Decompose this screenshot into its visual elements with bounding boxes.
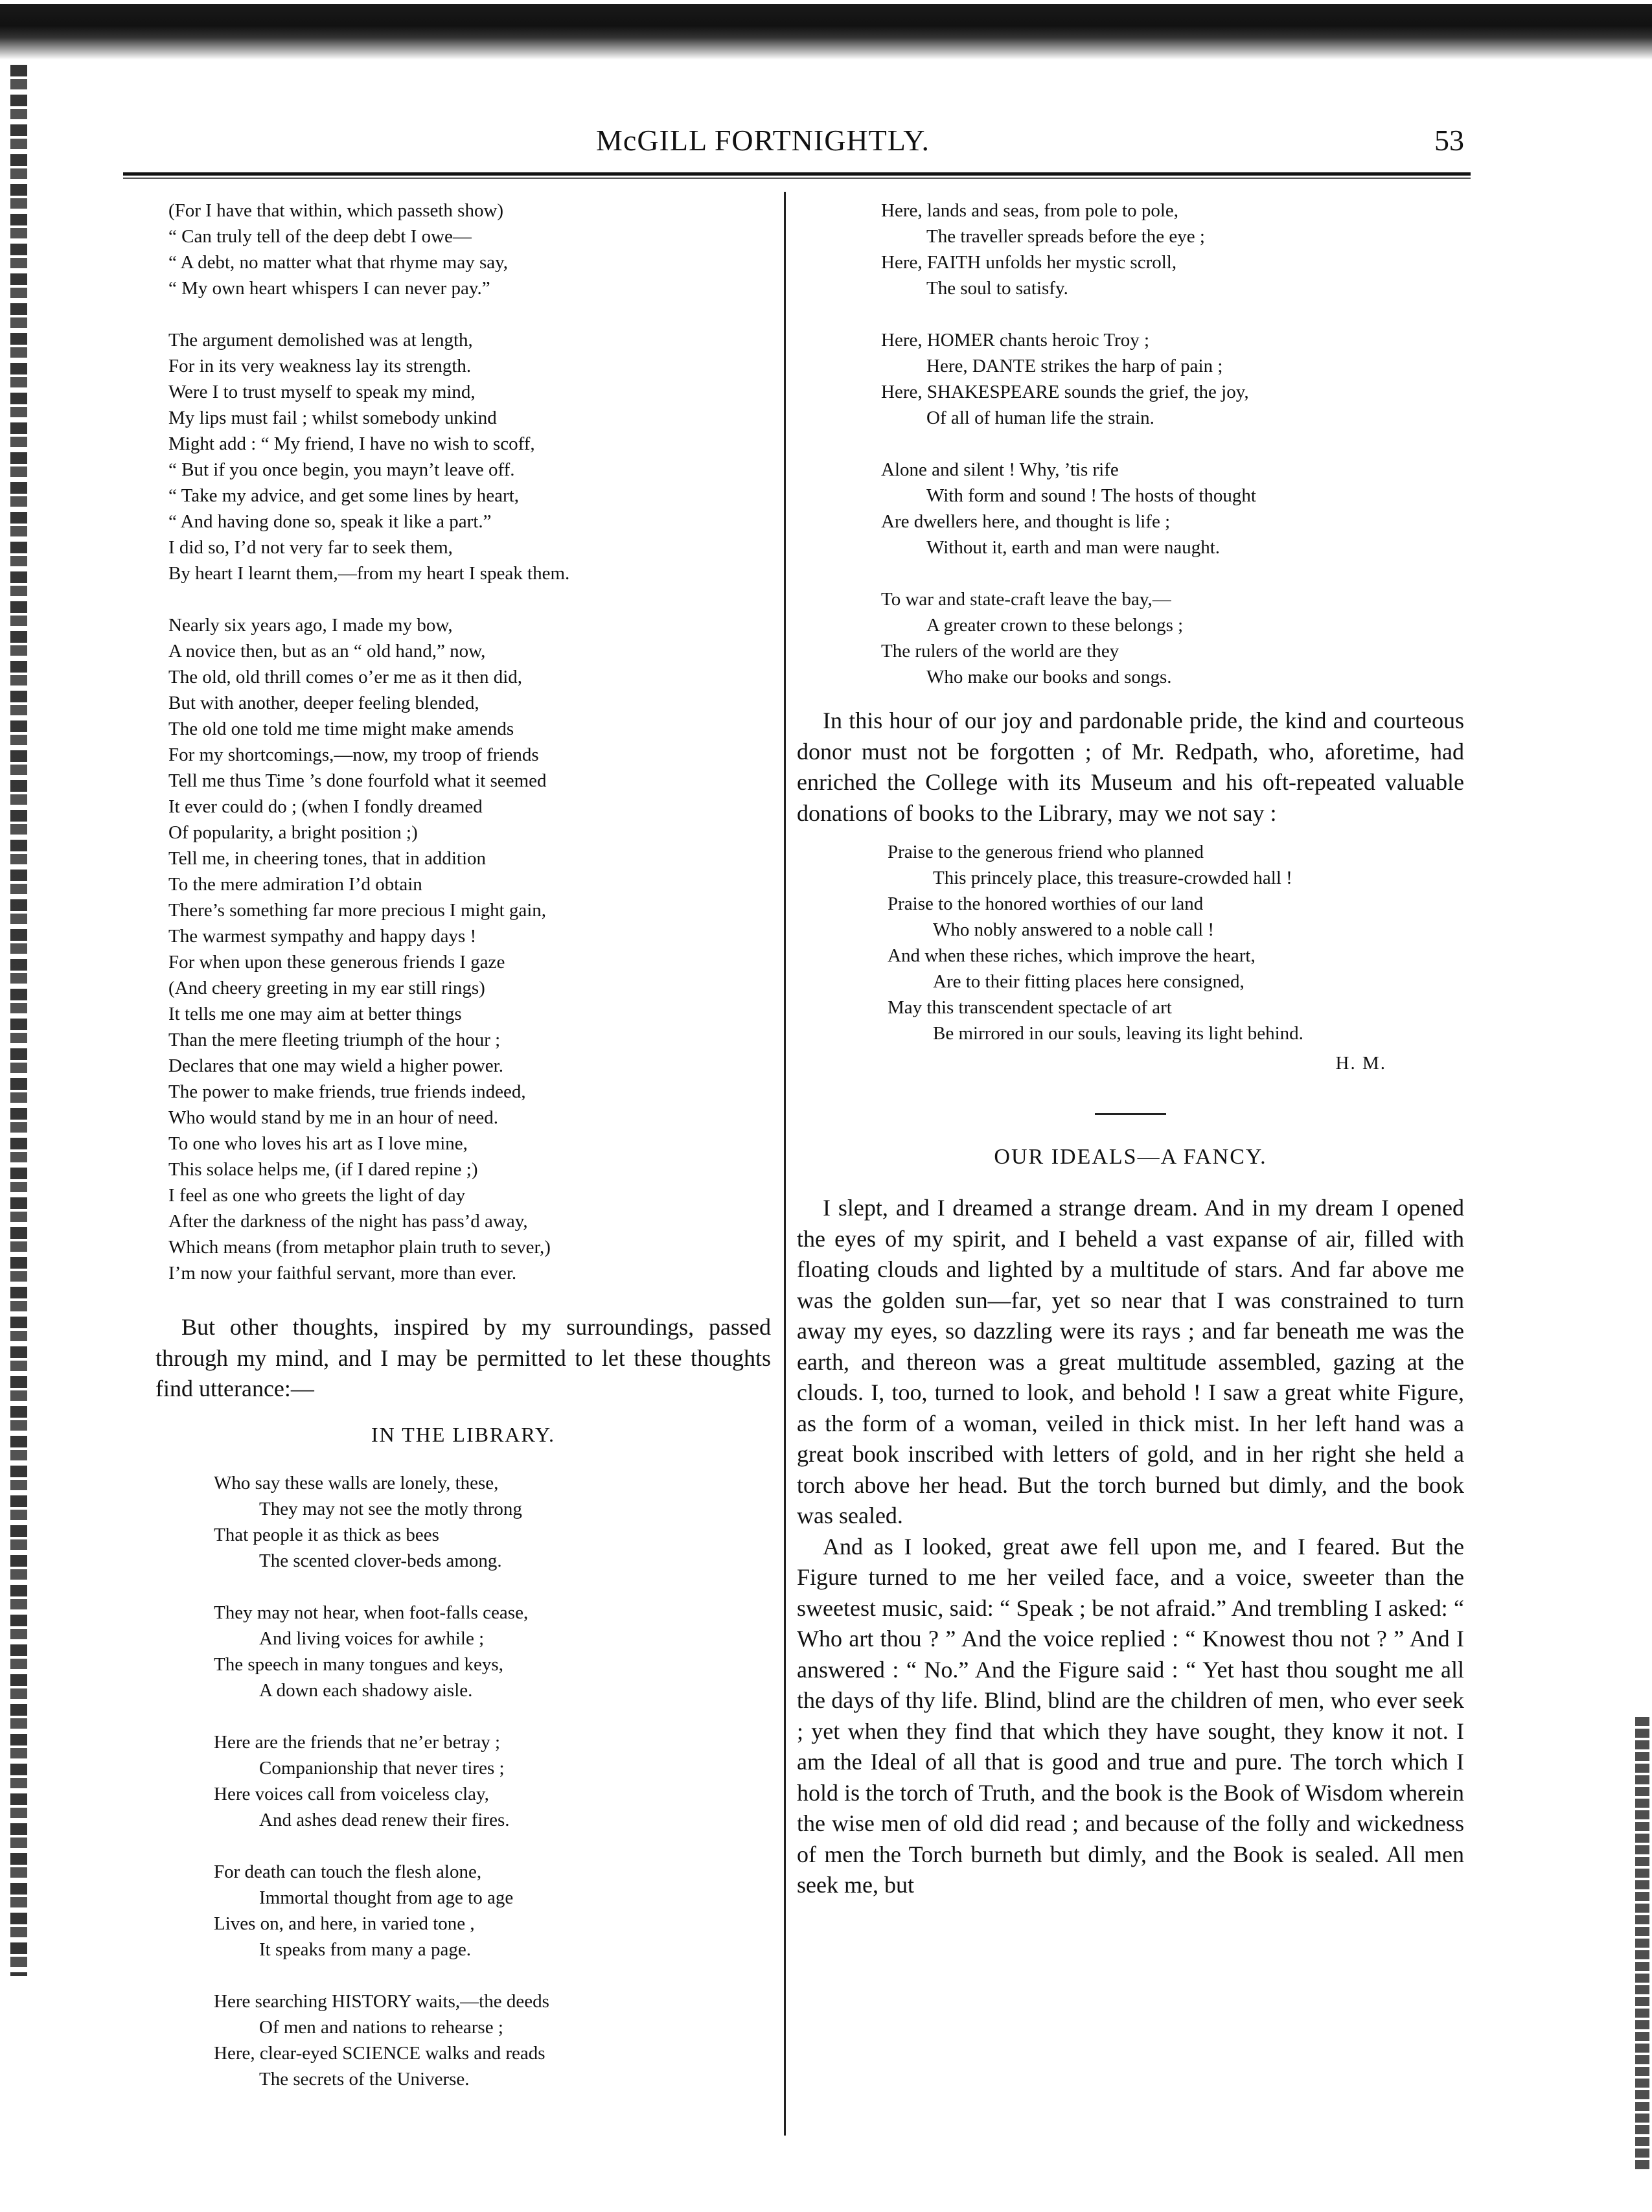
verse-line: Tell me thus Time ’s done fourfold what it seemed [168,770,547,791]
prose-paragraph: But other thoughts, inspired by my surroundings, passed through my mind, and I may be permitted to let these thoughts find utterance:— [155,1314,771,1401]
verse-line: That people it as thick as bees [214,1524,439,1545]
library-stanza-5 [155,1988,771,2092]
verse-line: Who would stand by me in an hour of need. [168,1107,499,1128]
header-rule-thin [123,178,1471,179]
verse-line: Of men and nations to rehearse ; [259,2016,503,2038]
verse-line: With form and sound ! The hosts of thought [926,485,1256,506]
verse-line: The rulers of the world are they [881,641,1119,662]
verse-line: Companionship that never tires ; [259,1757,505,1779]
scan-right-edge [1635,1717,1649,2171]
verse-line: Here, clear-eyed SCIENCE walks and reads [214,2042,545,2064]
library-stanza-2 [155,1600,771,1703]
prose-paragraph: In this hour of our joy and pardonable pride, the kind and courteous donor must not be forgotten ; of Mr. Redpath, who, aforetime, had enriched the College with its Museum and his oft-repeated valuable donations of books to the Library, may we not say : [797,708,1464,826]
verse-line: The old, old thrill comes o’er me as it then did, [168,667,523,687]
verse-line: Here are the friends that ne’er betray ; [214,1731,501,1753]
scan-top-border [0,0,1652,60]
verse-line: Which means (from metaphor plain truth to sever,) [168,1237,551,1258]
verse-line: The scented clover-beds among. [259,1550,502,1571]
verse-line: Than the mere fleeting triumph of the hour ; [168,1030,501,1050]
verse-line: For my shortcomings,—now, my troop of friends [168,744,539,765]
right-column [797,198,1464,1901]
verse-line: Are dwellers here, and thought is life ; [881,511,1171,532]
verse-line: Nearly six years ago, I made my bow, [168,615,453,636]
verse-line: Of popularity, a bright position ;) [168,822,418,843]
page-header [155,123,1464,168]
verse-line: This solace helps me, (if I dared repine ;) [168,1159,478,1180]
verse-line: And when these riches, which improve the heart, [888,945,1256,966]
verse-line: Here, HOMER chants heroic Troy ; [881,330,1150,351]
verse-line: I feel as one who greets the light of day [168,1185,466,1206]
verse-line: They may not hear, when foot-falls cease, [214,1602,529,1623]
verse-line: To the mere admiration I’d obtain [168,874,422,895]
praise-stanza [797,839,1464,1046]
poem-title: IN THE LIBRARY. [371,1422,555,1446]
verse-line: Were I to trust myself to speak my mind, [168,382,476,402]
verse-line: “ Can truly tell of the deep debt I owe— [168,226,472,247]
verse-line: Might add : “ My friend, I have no wish to scoff, [168,433,535,454]
verse-line: For when upon these generous friends I gaze [168,952,505,973]
verse-line: Without it, earth and man were naught. [926,537,1221,558]
verse-line: Lives on, and here, in varied tone , [214,1913,475,1934]
verse-line: Who say these walls are lonely, these, [214,1472,499,1493]
verse-line: Be mirrored in our souls, leaving its light behind. [933,1023,1303,1044]
verse-line: The speech in many tongues and keys, [214,1653,503,1675]
verse-line: Immortal thought from age to age [259,1887,514,1908]
verse-line: Who make our books and songs. [926,667,1172,687]
library-stanza-3 [155,1729,771,1833]
verse-line: May this transcendent spectacle of art [888,997,1172,1018]
verse-line: “ And having done so, speak it like a part.” [168,511,492,532]
left-column [155,198,771,2118]
verse-line: But with another, deeper feeling blended, [168,693,479,713]
verse-line: The argument demolished was at length, [168,330,473,351]
prose-paragraph: I slept, and I dreamed a strange dream. And in my dream I opened the eyes of my spirit, and I beheld a vast expanse of air, filled with floating clouds and lighted by a multitude of stars. And far above me was the golden sun—far, yet so near that I was constrained to turn away my eyes, so dazzling were its rays ; and far beneath me was the earth, and thereon was a great multitude assembled, gazing at the clouds. I, too, turned to look, and behold ! I saw a great white Figure, as the form of a woman, veiled in thick mist. In her left hand was a great book inscribed with letters of gold, and in her right she held a torch above her head. But the torch burned but dimly, and the book was sealed. [797,1195,1464,1528]
author-signature: H. M. [1335,1053,1386,1074]
verse-line: This princely place, this treasure-crowded hall ! [933,868,1292,888]
verse-line: I did so, I’d not very far to seek them, [168,537,453,558]
verse-line: (And cheery greeting in my ear still rings) [168,978,485,998]
verse-line: A greater crown to these belongs ; [926,615,1184,636]
verse-line: Here, lands and seas, from pole to pole, [881,200,1179,221]
verse-line: The traveller spreads before the eye ; [926,226,1205,247]
library-stanza-1 [155,1470,771,1574]
section-divider [1095,1113,1166,1115]
verse-line: To war and state-craft leave the bay,— [881,589,1171,610]
verse-line: And living voices for awhile ; [259,1628,485,1649]
library-stanza-6 [797,198,1464,301]
verse-line: It speaks from many a page. [259,1939,471,1960]
column-divider [784,192,786,2136]
verse-line: The old one told me time might make amends [168,719,514,739]
verse-line: Praise to the generous friend who planned [888,842,1204,862]
verse-line: And ashes dead renew their fires. [259,1809,510,1830]
verse-line: A down each shadowy aisle. [259,1679,473,1701]
verse-line: A novice then, but as an “ old hand,” now, [168,641,486,662]
verse-line: The warmest sympathy and happy days ! [168,926,477,947]
verse-line: For in its very weakness lay its strength. [168,356,472,376]
verse-line: “ Take my advice, and get some lines by heart, [168,485,520,506]
verse-line: “ A debt, no matter what that rhyme may say, [168,252,509,273]
verse-line: Praise to the honored worthies of our land [888,893,1204,914]
stanza-1 [155,198,771,301]
scan-left-edge [10,65,27,1976]
verse-line: The soul to satisfy. [926,278,1068,299]
library-stanza-9 [797,586,1464,690]
stanza-2 [155,327,771,586]
verse-line: Tell me, in cheering tones, that in addition [168,848,487,869]
verse-line: “ But if you once begin, you mayn’t leave off. [168,459,515,480]
page-number: 53 [1434,124,1464,157]
library-stanza-8 [797,457,1464,560]
verse-line: Declares that one may wield a higher power. [168,1055,503,1076]
verse-line: It ever could do ; (when I fondly dreamed [168,796,483,817]
verse-line: For death can touch the flesh alone, [214,1861,482,1882]
verse-line: There’s something far more precious I might gain, [168,900,547,921]
verse-line: My lips must fail ; whilst somebody unkind [168,408,497,428]
running-head: McGILL FORTNIGHTLY. [596,124,930,157]
header-rule [123,172,1471,176]
library-stanza-4 [155,1859,771,1963]
library-stanza-7 [797,327,1464,431]
verse-line: Of all of human life the strain. [926,408,1154,428]
verse-line: The power to make friends, true friends indeed, [168,1081,526,1102]
stanza-3 [155,612,771,1286]
verse-line: “ My own heart whispers I can never pay.” [168,278,490,299]
verse-line: I’m now your faithful servant, more than ever. [168,1263,517,1284]
verse-line: Here, DANTE strikes the harp of pain ; [926,356,1223,376]
verse-line: Alone and silent ! Why, ’tis rife [881,459,1119,480]
verse-line: After the darkness of the night has pass’d away, [168,1211,528,1232]
verse-line: Here, FAITH unfolds her mystic scroll, [881,252,1177,273]
verse-line: They may not see the motly throng [259,1498,522,1519]
verse-line: Here searching HISTORY waits,—the deeds [214,1990,549,2012]
verse-line: By heart I learnt them,—from my heart I speak them. [168,563,570,584]
article-title: OUR IDEALS—A FANCY. [994,1145,1267,1169]
verse-line: Here voices call from voiceless clay, [214,1783,489,1804]
verse-line: Who nobly answered to a noble call ! [933,919,1215,940]
verse-line: Here, SHAKESPEARE sounds the grief, the joy, [881,382,1249,402]
verse-line: It tells me one may aim at better things [168,1004,462,1024]
verse-line: Are to their fitting places here consigned, [933,971,1245,992]
verse-line: The secrets of the Universe. [259,2068,470,2090]
verse-line: To one who loves his art as I love mine, [168,1133,468,1154]
verse-line: (For I have that within, which passeth show) [168,200,504,221]
prose-paragraph: And as I looked, great awe fell upon me, and I feared. But the Figure turned to me her veiled face, and a voice, sweeter than the sweetest music, said: “ Speak ; be not afraid.” And trembling I asked: “ Who art thou ? ” And the voice replied : “ Knowest thou not ? ” And I answered : “ No.” And the Figure said : “ Yet hast thou sought me all the days of thy life. Blind, blind are the children of men, who ever seek ; yet when they find that which they have sought, they know it not. I am the Ideal of all that is good and true and pure. The torch which I hold is the torch of Truth, and the book is the Book of Wisdom wherein the wise men of old did read ; and because of the folly and wickedness of men the Torch burneth but dimly, and the Book is sealed. All men seek me, but [797,1533,1464,1898]
